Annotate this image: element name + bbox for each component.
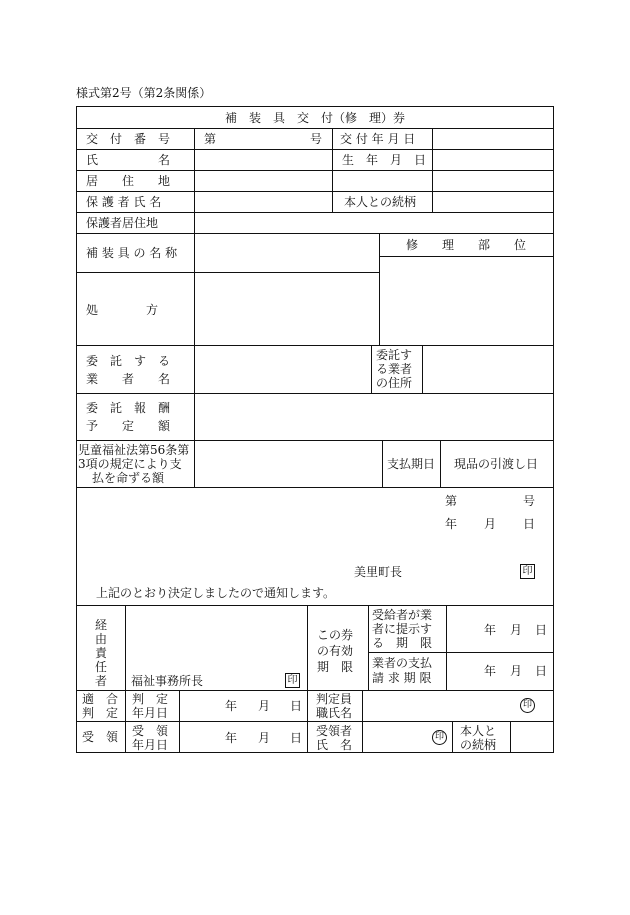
via-label-4: 任 (95, 660, 108, 674)
contractor-label-2: 業 者 名 (86, 372, 171, 386)
rule (362, 690, 363, 753)
rule (379, 256, 554, 257)
notice-message: 上記のとおり決定しましたので通知します。 (96, 586, 336, 600)
issue-number-go: 号 (310, 132, 323, 146)
fee-label-1: 委 託 報 酬 (86, 401, 171, 415)
office-chief: 福祉事務所長 (131, 674, 204, 688)
rule (76, 393, 554, 394)
via-label-1: 経 (95, 618, 108, 632)
via-label-5: 者 (95, 674, 108, 688)
judge-staff-seal: 印 (520, 698, 535, 713)
mayor-title: 美里町長 (354, 565, 403, 579)
repair-part-label: 修 理 部 位 (406, 238, 527, 252)
notice-dai: 第 (445, 494, 458, 508)
contractor-addr-label-3: の住所 (376, 376, 413, 390)
claim-day: 日 (535, 664, 548, 678)
rule (452, 721, 453, 753)
receipt-date-label-2: 年月日 (132, 738, 169, 752)
mayor-seal: 印 (520, 564, 535, 579)
claim-year: 年 (484, 664, 497, 678)
judge-staff-label-2: 職氏名 (316, 706, 353, 720)
rule (76, 690, 554, 691)
receipt-label: 受 領 (82, 730, 119, 744)
recipient-relationship-1: 本人と (460, 724, 497, 738)
relationship-label: 本人との続柄 (344, 195, 417, 209)
recipient-relationship-2: の続柄 (460, 738, 497, 752)
rule (76, 487, 554, 488)
form-title: 補 装 具 交 付（修 理）券 (224, 111, 405, 125)
recipient-seal: 印 (432, 730, 447, 745)
rule (194, 128, 195, 487)
receipt-year: 年 (225, 731, 238, 745)
rule (76, 721, 554, 722)
contractor-label-1: 委 託 す る (86, 354, 171, 368)
present-deadline-1: 受給者が業 (372, 608, 433, 622)
claim-deadline-1: 業者の支払 (372, 656, 433, 670)
payment-due-label: 支払期日 (387, 457, 436, 471)
via-label-3: 責 (95, 646, 108, 660)
validity-label-1: この券 (317, 628, 354, 642)
judge-day: 日 (290, 699, 303, 713)
claim-deadline-2: 請 求 期 限 (372, 671, 432, 685)
rule (76, 212, 554, 213)
law-label-1: 児童福祉法第56条第 (78, 443, 190, 457)
device-name-label: 補 装 具 の 名 称 (86, 246, 178, 260)
rule (76, 440, 554, 441)
judge-year: 年 (225, 699, 238, 713)
judge-date-label-2: 年月日 (132, 706, 169, 720)
birth-date-label: 生 年 月 日 (342, 153, 427, 167)
rule (76, 345, 554, 346)
fit-label-2: 判 定 (82, 706, 119, 720)
rule (76, 233, 554, 234)
receipt-day: 日 (290, 731, 303, 745)
present-deadline-2: 者に提示す (372, 622, 433, 636)
address-label: 居 住 地 (86, 174, 171, 188)
claim-month: 月 (510, 664, 523, 678)
notice-month: 月 (484, 517, 497, 531)
validity-label-3: 期 限 (317, 660, 354, 674)
rule (510, 721, 511, 753)
notice-year: 年 (445, 517, 458, 531)
guardian-address-label: 保護者居住地 (86, 216, 159, 230)
rule (76, 605, 554, 606)
rule (379, 233, 380, 345)
recipient-label-1: 受領者 (316, 724, 353, 738)
judge-staff-label-1: 判定員 (316, 692, 353, 706)
rule (422, 345, 423, 393)
rule (432, 128, 433, 212)
contractor-addr-label-2: る業者 (376, 362, 413, 376)
present-day: 日 (535, 623, 548, 637)
issue-number-dai: 第 (204, 132, 217, 146)
law-label-3: 払を命ずる額 (92, 471, 165, 485)
present-deadline-3: る 期 限 (372, 636, 433, 650)
judge-month: 月 (258, 699, 271, 713)
contractor-addr-label-1: 委託す (376, 348, 413, 362)
rule (76, 170, 554, 171)
receipt-date-label-1: 受 領 (132, 724, 169, 738)
rule (446, 605, 447, 690)
judge-date-label-1: 判 定 (132, 692, 169, 706)
issue-number-label: 交 付 番 号 (86, 132, 171, 146)
fee-label-2: 予 定 額 (86, 419, 171, 433)
rule (179, 690, 180, 753)
rule (440, 440, 441, 487)
rule (368, 652, 554, 653)
fit-label-1: 適 合 (82, 692, 119, 706)
rule (76, 191, 554, 192)
receipt-month: 月 (258, 731, 271, 745)
via-label-2: 由 (95, 632, 108, 646)
rule (76, 272, 379, 273)
present-year: 年 (484, 623, 497, 637)
recipient-label-2: 氏 名 (316, 738, 353, 752)
rule (332, 128, 333, 212)
rule (368, 605, 369, 690)
form-number: 様式第2号（第2条関係） (76, 86, 212, 100)
rule (125, 605, 126, 753)
law-label-2: 3項の規定により支 (78, 457, 182, 471)
rule (76, 128, 554, 129)
issue-date-label: 交 付 年 月 日 (340, 132, 416, 146)
rule (382, 440, 383, 487)
name-label: 氏 名 (86, 153, 171, 167)
present-month: 月 (510, 623, 523, 637)
office-chief-seal: 印 (285, 673, 300, 688)
prescription-label: 処 方 (86, 303, 159, 317)
notice-go: 号 (523, 494, 536, 508)
validity-label-2: の有効 (317, 644, 354, 658)
rule (76, 149, 554, 150)
notice-day: 日 (523, 517, 536, 531)
rule (307, 605, 308, 753)
guardian-name-label: 保 護 者 氏 名 (86, 195, 162, 209)
rule (371, 345, 372, 393)
delivery-label: 現品の引渡し日 (454, 457, 539, 471)
